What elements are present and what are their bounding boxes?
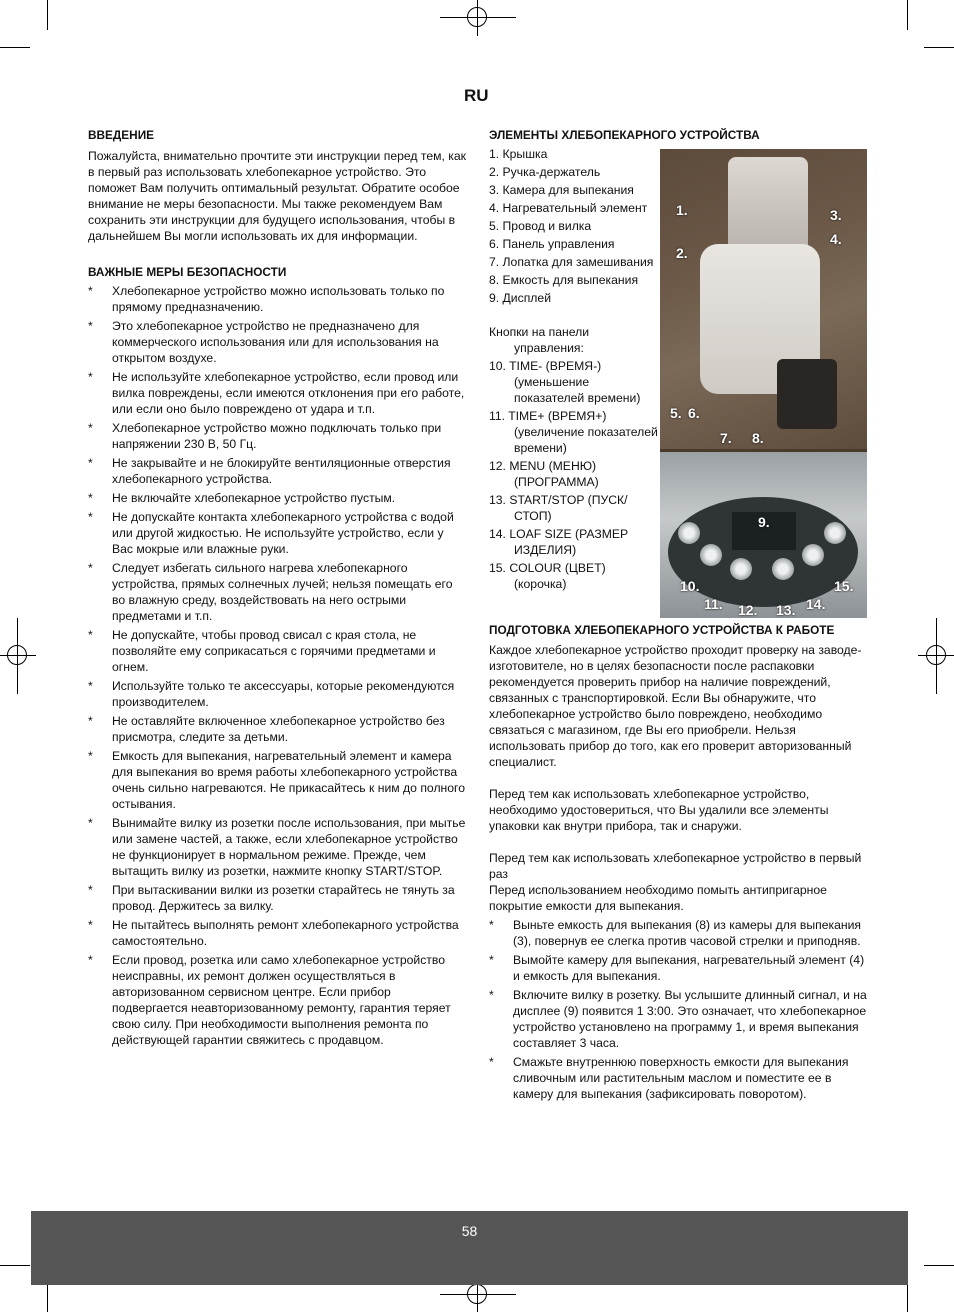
- list-item: 6. Панель управления: [489, 237, 615, 251]
- photo-label: 10.: [680, 578, 700, 594]
- elements-heading: ЭЛЕМЕНТЫ ХЛЕБОПЕКАРНОГО УСТРОЙСТВА: [489, 128, 760, 142]
- crop-mark: [924, 1265, 954, 1266]
- list-item: * Не оставляйте включенное хлебопекарное устройство без присмотра, следите за детьми.: [88, 713, 466, 745]
- button-knob-icon: [700, 544, 722, 566]
- safety-list: [88, 283, 466, 1048]
- list-item: * Хлебопекарное устройство можно подключать только при напряжении 230 В, 50 Гц.: [88, 420, 466, 452]
- list-item: * Не допускайте, чтобы провод свисал с края стола, не позволяйте ему соприкасаться с горячими предметами и огнем.: [88, 627, 466, 675]
- crop-mark: [47, 1282, 48, 1312]
- list-item: * Вынимайте вилку из розетки после использования, при мытье или замене частей, а также, если хлебопекарное устройство не функционирует в нормальном режиме. Прежде, чем вытащить вилку из розетки, нажмите кнопку START/STOP.: [88, 815, 466, 879]
- prep-list: [489, 917, 869, 1102]
- photo-label: 6.: [688, 405, 700, 421]
- crop-mark: [924, 47, 954, 48]
- list-item: * Вымойте камеру для выпекания, нагревательный элемент (4) и емкость для выпекания.: [489, 952, 869, 984]
- crop-mark: [907, 1282, 908, 1312]
- list-item: * Не используйте хлебопекарное устройство, если провод или вилка повреждены, если имеются отклонения при его работе, или если оно было повреждено от удара и т.п.: [88, 369, 466, 417]
- photo-label: 5.: [670, 405, 682, 421]
- list-item: 10. TIME- (ВРЕМЯ-) (уменьшение показателей времени): [489, 359, 641, 405]
- photo-label: 9.: [758, 514, 770, 530]
- baking-pan-image: [777, 359, 837, 429]
- list-item: 12. MENU (МЕНЮ) (ПРОГРАММА): [489, 459, 599, 489]
- prep-heading: ПОДГОТОВКА ХЛЕБОПЕКАРНОГО УСТРОЙСТВА К РАБОТЕ: [489, 623, 835, 637]
- language-label: RU: [464, 86, 489, 105]
- photo-label: 1.: [676, 202, 688, 218]
- list-item: * Не включайте хлебопекарное устройство пустым.: [88, 490, 466, 506]
- list-item: * Смажьте внутреннюю поверхность емкости для выпекания сливочным или растительным маслом и поместите ее в камеру для выпекания (зафиксировать поворотом).: [489, 1054, 869, 1102]
- crop-mark: [0, 47, 30, 48]
- prep-paragraph: Перед тем как использовать хлебопекарное устройство, необходимо удостовериться, что Вы удалили все элементы упаковки как внутри прибора, так и снаружи.: [489, 787, 829, 833]
- list-item: 8. Емкость для выпекания: [489, 273, 639, 287]
- photo-label: 2.: [676, 245, 688, 261]
- list-item: 9. Дисплей: [489, 291, 552, 305]
- list-item: 13. START/STOP (ПУСК/СТОП): [489, 493, 628, 523]
- photo-label: 4.: [830, 231, 842, 247]
- list-item: * Выньте емкость для выпекания (8) из камеры для выпекания (3), повернув ее слегка против часовой стрелки и приподняв.: [489, 917, 869, 949]
- buttons-intro: Кнопки на панели управления:: [489, 325, 590, 355]
- registration-mark-icon: [926, 645, 946, 665]
- button-knob-icon: [678, 522, 700, 544]
- button-knob-icon: [802, 544, 824, 566]
- list-item: 15. COLOUR (ЦВЕТ) (корочка): [489, 561, 606, 591]
- bread-maker-photo: [660, 149, 867, 618]
- crop-mark: [47, 0, 48, 30]
- list-item: * Если провод, розетка или само хлебопекарное устройство неисправны, их ремонт должен осуществляться в авторизованном сервисном центре. Если прибор подвергается неавторизованному ремонту, гарантия теряет свою силу. При необходимости выполнения ремонта по действующей гарантии свяжитесь с продавцом.: [88, 952, 466, 1048]
- registration-mark-icon: [7, 645, 27, 665]
- list-item: * При вытаскивании вилки из розетки старайтесь не тянуть за провод. Держитесь за вилку.: [88, 882, 466, 914]
- photo-label: 8.: [752, 430, 764, 446]
- list-item: * Включите вилку в розетку. Вы услышите длинный сигнал, и на дисплее (9) появится 1 3:00. Это означает, что хлебопекарное устройство установлено на программу 1, и время выпекания составляет 3 часа.: [489, 987, 869, 1051]
- list-item: * Не пытайтесь выполнять ремонт хлебопекарного устройства самостоятельно.: [88, 917, 466, 949]
- lid-image: [728, 157, 808, 252]
- control-panel-image: [660, 452, 867, 618]
- parts-list: [489, 146, 659, 306]
- photo-label: 12.: [738, 602, 758, 618]
- list-item: 14. LOAF SIZE (РАЗМЕР ИЗДЕЛИЯ): [489, 527, 629, 557]
- list-item: * Не закрывайте и не блокируйте вентиляционные отверстия хлебопекарного устройства.: [88, 455, 466, 487]
- list-item: 5. Провод и вилка: [489, 219, 592, 233]
- left-column: [88, 127, 466, 1048]
- list-item: * Не допускайте контакта хлебопекарного устройства с водой или другой жидкостью. Не используйте устройство, если у Вас мокрые или влажные руки.: [88, 509, 466, 557]
- registration-mark-icon: [467, 7, 487, 27]
- list-item: 1. Крышка: [489, 147, 548, 161]
- prep-paragraph: Каждое хлебопекарное устройство проходит проверку на заводе-изготовителе, но в целях безопасности после распаковки рекомендуется проверить прибор на наличие повреждений, связанных с транспортировкой. Если Вы обнаружите, что хлебопекарное устройство было повреждено, необходимо связаться с магазином, где Вы его приобрели. Нельзя использовать прибор до того, как его проверит авторизованный специалист.: [489, 643, 862, 769]
- list-item: * Емкость для выпекания, нагревательный элемент и камера для выпекания во время работы хлебопекарного устройства очень сильно нагреваются. Не прикасайтесь к ним до полного остывания.: [88, 748, 466, 812]
- photo-label: 7.: [720, 430, 732, 446]
- button-knob-icon: [730, 558, 752, 580]
- list-item: * Используйте только те аксессуары, которые рекомендуются производителем.: [88, 678, 466, 710]
- safety-heading: ВАЖНЫЕ МЕРЫ БЕЗОПАСНОСТИ: [88, 265, 287, 279]
- photo-label: 15.: [834, 578, 854, 594]
- list-item: * Хлебопекарное устройство можно использовать только по прямому предназначению.: [88, 283, 466, 315]
- photo-label: 11.: [704, 596, 723, 612]
- prep-paragraph: Перед использованием необходимо помыть антипригарное покрытие емкости для выпекания.: [489, 883, 827, 913]
- list-item: 4. Нагревательный элемент: [489, 201, 648, 215]
- button-knob-icon: [772, 558, 794, 580]
- page-number: 58: [461, 1223, 478, 1239]
- list-item: * Это хлебопекарное устройство не предназначено для коммерческого использования или для использования на открытом воздухе.: [88, 318, 466, 366]
- photo-label: 13.: [776, 602, 796, 618]
- intro-text: Пожалуйста, внимательно прочтите эти инструкции перед тем, как в первый раз использовать хлебопекарное устройство. Это поможет Вам получить оптимальный результат. Обратите особое внимание не меры безопасности. Мы также рекомендуем Вам сохранить эти инструкции для будущего использования, чтобы в дальнейшем Вы могли использовать их для информации.: [88, 149, 466, 243]
- bread-maker-overview-image: [660, 149, 867, 449]
- crop-mark: [907, 0, 908, 30]
- list-item: 7. Лопатка для замешивания: [489, 255, 654, 269]
- photo-label: 14.: [806, 596, 826, 612]
- list-item: 3. Камера для выпекания: [489, 183, 634, 197]
- button-knob-icon: [824, 522, 846, 544]
- list-item: 2. Ручка-держатель: [489, 165, 601, 179]
- intro-heading: ВВЕДЕНИЕ: [88, 128, 155, 142]
- registration-mark-icon: [467, 1284, 487, 1304]
- prep-paragraph: Перед тем как использовать хлебопекарное устройство в первый раз: [489, 851, 862, 881]
- photo-label: 3.: [830, 207, 842, 223]
- buttons-list: [489, 324, 659, 592]
- footer-bar: [31, 1211, 908, 1285]
- list-item: 11. TIME+ (ВРЕМЯ+) (увеличение показателей времени): [489, 409, 658, 455]
- crop-mark: [0, 1265, 30, 1266]
- list-item: * Следует избегать сильного нагрева хлебопекарного устройства, прямых солнечных лучей; нельзя помещать его во влажную среду, воздействовать на него острыми предметами и т.п.: [88, 560, 466, 624]
